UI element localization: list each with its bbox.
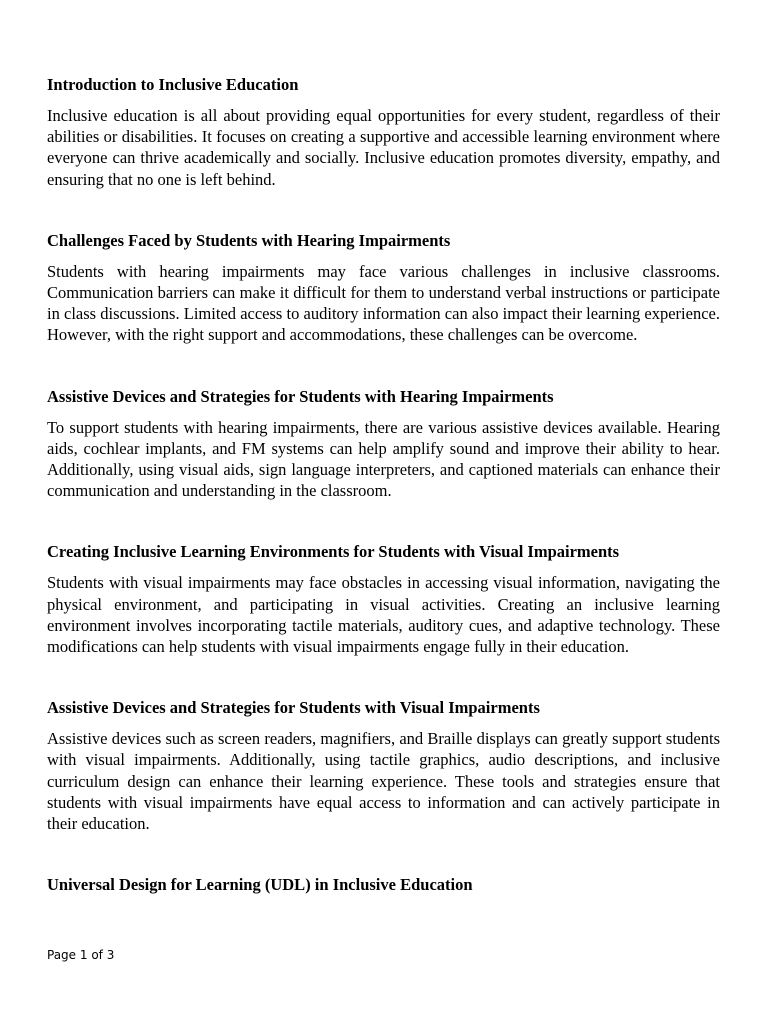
document-content <box>47 74 720 935</box>
section-heading: Creating Inclusive Learning Environments for Students with Visual Impairments <box>47 542 620 562</box>
section-heading: Universal Design for Learning (UDL) in Inclusive Education <box>47 875 473 895</box>
section-paragraph: Inclusive education is all about providing equal opportunities for every student, regardless of their abilities or disabilities. It focuses on creating a supportive and accessible learning environment where everyone can thrive academically and socially. Inclusive education promotes diversity, empathy, and ensuring that no one is left behind. <box>47 106 720 189</box>
section-udl <box>47 874 720 895</box>
section-hearing-challenges <box>47 230 720 346</box>
section-hearing-assistive-devices <box>47 386 720 502</box>
section-paragraph: Students with hearing impairments may face various challenges in inclusive classrooms. Communication barriers can make it difficult for them to understand verbal instructions or participate in class discussions. Limited access to auditory information can also impact their learning experience. However, with the right support and accommodations, these challenges can be overcome. <box>47 261 720 345</box>
section-paragraph: Assistive devices such as screen readers, magnifiers, and Braille displays can greatly support students with visual impairments. Additionally, using tactile graphics, audio descriptions, and inclusive curriculum design can enhance their learning experience. These tools and strategies ensure that students with visual impairments have equal access to information and can actively participate in their education. <box>47 729 720 834</box>
section-paragraph: Students with visual impairments may face obstacles in accessing visual information, navigating the physical environment, and participating in visual activities. Creating an inclusive learning environment involves incorporating tactile materials, auditory cues, and adaptive technology. These modifications can help students with visual impairments engage fully in their education. <box>47 573 720 657</box>
section-heading: Assistive Devices and Strategies for Students with Visual Impairments <box>47 698 540 718</box>
section-visual-assistive-devices <box>47 697 720 834</box>
section-heading: Introduction to Inclusive Education <box>47 75 299 94</box>
page-number-footer: Page 1 of 3 <box>47 948 115 962</box>
section-heading: Assistive Devices and Strategies for Students with Hearing Impairments <box>47 386 554 406</box>
section-heading: Challenges Faced by Students with Hearing Impairments <box>47 230 451 250</box>
section-introduction <box>47 74 720 190</box>
section-visual-environments <box>47 541 720 657</box>
section-paragraph: To support students with hearing impairments, there are various assistive devices available. Hearing aids, cochlear implants, and FM systems can help amplify sound and improve their ability to hear. Additionally, using visual aids, sign language interpreters, and captioned materials can enhance their communication and understanding in the classroom. <box>47 417 720 501</box>
